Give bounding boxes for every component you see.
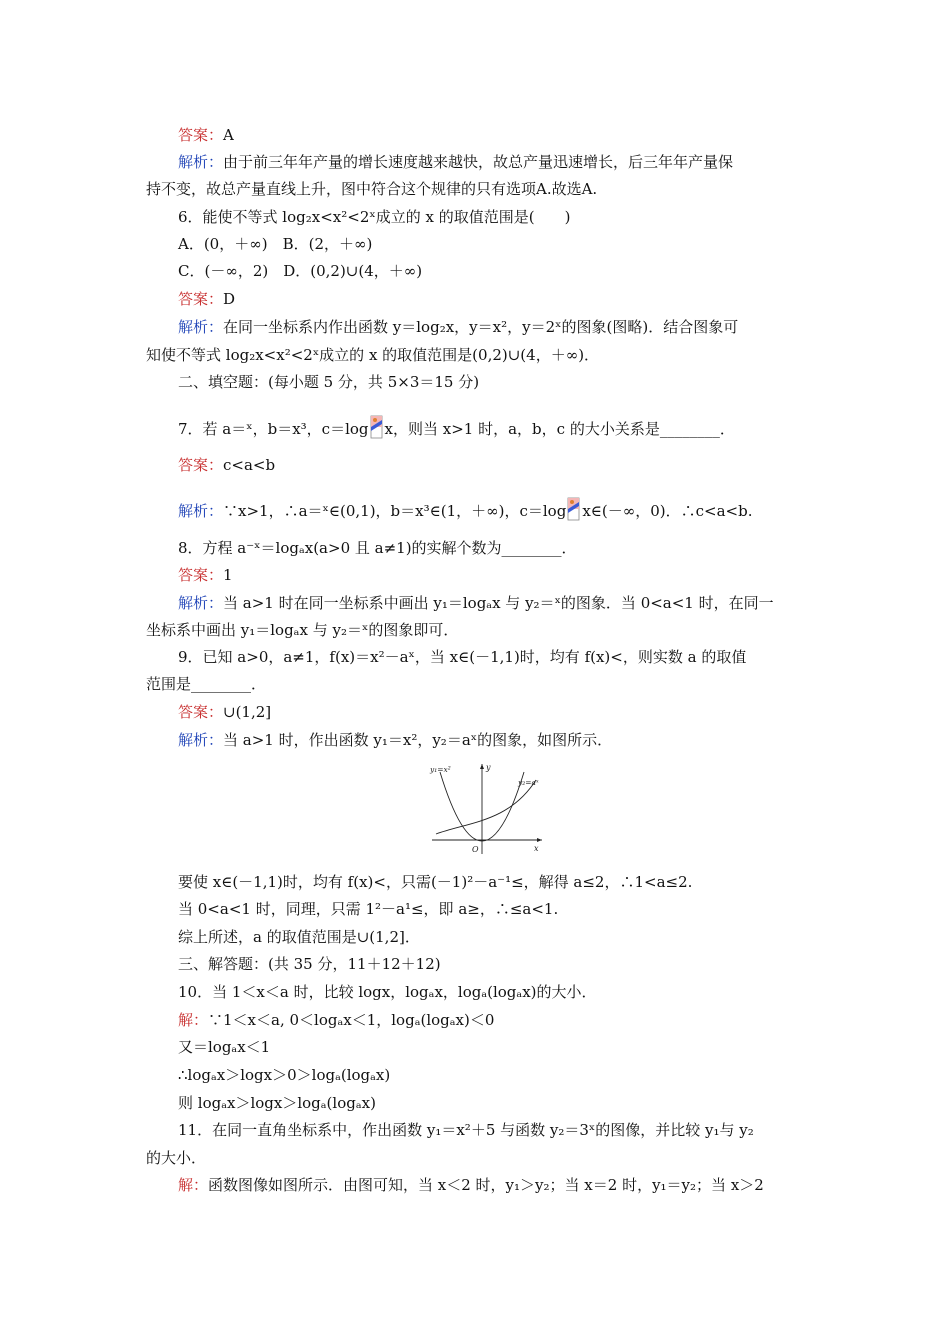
text-line <box>178 455 808 475</box>
text-line <box>178 1120 808 1140</box>
text-line <box>178 372 808 392</box>
answer-label: 解： <box>178 1176 209 1194</box>
fraction-placeholder-icon <box>567 496 581 522</box>
line-text: A．(0，＋∞) B．(2，＋∞) <box>178 235 373 253</box>
text-line <box>178 414 808 440</box>
line-text: 当 0<a<1 时，同理，只需 1²－a¹≤，即 a≥，∴≤a<1. <box>178 900 559 918</box>
origin-label: O <box>472 845 479 854</box>
text-line <box>178 927 808 947</box>
line-text-after-badge: x，则当 x>1 时，a，b，c 的大小关系是________． <box>384 420 735 438</box>
text-line <box>178 647 808 667</box>
text-line <box>178 1037 808 1057</box>
line-text: ∪(1,2] <box>223 703 272 721</box>
text-line <box>178 289 808 309</box>
text-line <box>146 674 776 694</box>
text-line <box>178 872 808 892</box>
answer-label: 答案： <box>178 456 224 474</box>
line-text: D <box>223 290 236 308</box>
text-line <box>146 179 776 199</box>
line-text: ∵1＜x＜a, 0＜logₐx＜1，logₐ(logₐx)＜0 <box>208 1011 495 1029</box>
text-line <box>178 538 808 558</box>
line-text: 11．在同一直角坐标系中，作出函数 y₁＝x²＋5 与函数 y₂＝3ˣ的图像，并比较 y₁与 y₂ <box>178 1121 754 1139</box>
analysis-label: 解析： <box>178 594 224 612</box>
analysis-label: 解析： <box>178 502 224 520</box>
line-text: A <box>223 126 234 144</box>
text-line <box>178 1010 808 1030</box>
answer-label: 答案： <box>178 566 224 584</box>
text-line <box>178 954 808 974</box>
line-text: 当 a>1 时在同一坐标系中画出 y₁＝logₐx 与 y₂＝ˣ的图象．当 0<a<1 时，在同一 <box>223 594 774 612</box>
text-line <box>178 1175 808 1195</box>
line-text: 6．能使不等式 log₂x<x²<2ˣ成立的 x 的取值范围是( ) <box>178 208 571 226</box>
line-text: 当 a>1 时，作出函数 y₁＝x²，y₂＝aˣ的图象，如图所示． <box>223 731 613 749</box>
line-text: 1 <box>223 566 233 584</box>
line-text: 要使 x∈(－1,1)时，均有 f(x)<，只需(－1)²－a⁻¹≤，解得 a≤2，∴1<a≤2. <box>178 873 693 891</box>
line-text: 9．已知 a>0，a≠1，f(x)＝x²－aˣ，当 x∈(－1,1)时，均有 f(x)<，则实数 a 的取值 <box>178 648 747 666</box>
line-text: 8．方程 a⁻ˣ＝logₐx(a>0 且 a≠1)的实解个数为________． <box>178 539 577 557</box>
line-text: 范围是________． <box>146 675 267 693</box>
text-line <box>178 982 808 1002</box>
text-line <box>146 620 776 640</box>
text-line <box>178 496 808 522</box>
text-line <box>178 1093 808 1113</box>
axis-x-label: x <box>534 844 539 853</box>
text-line <box>178 593 808 613</box>
line-text-after-badge: x∈(－∞，0)．∴c<a<b. <box>582 502 753 520</box>
line-text-before-badge: 7．若 a＝ˣ，b＝x³，c＝log <box>178 420 369 438</box>
function-graph-figure <box>424 760 548 858</box>
text-line <box>146 345 776 365</box>
answer-label: 解： <box>178 1011 209 1029</box>
analysis-label: 解析： <box>178 318 224 336</box>
line-text: 综上所述，a 的取值范围是∪(1,2]． <box>178 928 420 946</box>
answer-label: 答案： <box>178 703 224 721</box>
label-y2: y₂=aˣ <box>518 778 539 787</box>
text-line <box>178 234 808 254</box>
line-text: 的大小． <box>146 1149 207 1167</box>
fraction-placeholder-icon <box>370 414 384 440</box>
line-text-before-badge: ∵x>1，∴a＝ˣ∈(0,1)，b＝x³∈(1，＋∞)，c＝log <box>223 502 567 520</box>
text-line <box>178 317 808 337</box>
exponential-curve <box>436 780 536 834</box>
answer-label: 答案： <box>178 126 224 144</box>
text-line <box>178 125 808 145</box>
text-line <box>178 702 808 722</box>
line-text: 二、填空题：(每小题 5 分，共 5×3＝15 分) <box>178 373 480 391</box>
text-line <box>178 261 808 281</box>
line-text: 又＝logₐx＜1 <box>178 1038 271 1056</box>
label-y1: y₁=x² <box>430 765 451 774</box>
line-text: c<a<b <box>223 456 276 474</box>
text-line <box>178 152 808 172</box>
axis-y-label: y <box>486 763 491 772</box>
line-text: 在同一坐标系内作出函数 y＝log₂x，y＝x²，y＝2ˣ的图象(图略)．结合图象可 <box>223 318 739 336</box>
text-line <box>178 207 808 227</box>
line-text: C．(－∞，2) D．(0,2)∪(4，＋∞) <box>178 262 423 280</box>
text-line <box>178 730 808 750</box>
line-text: 知使不等式 log₂x<x²<2ˣ成立的 x 的取值范围是(0,2)∪(4，＋∞)． <box>146 346 600 364</box>
line-text: 坐标系中画出 y₁＝logₐx 与 y₂＝ˣ的图象即可． <box>146 621 459 639</box>
line-text: 函数图像如图所示．由图可知，当 x＜2 时，y₁＞y₂；当 x＝2 时，y₁＝y₂；当 x＞2 <box>208 1176 764 1194</box>
line-text: ∴logₐx＞logx＞0＞logₐ(logₐx) <box>178 1066 391 1084</box>
line-text: 由于前三年年产量的增长速度越来越快，故总产量迅速增长，后三年年产量保 <box>223 153 734 171</box>
line-text: 10．当 1＜x＜a 时，比较 logx，logₐx，logₐ(logₐx)的大小． <box>178 983 597 1001</box>
analysis-label: 解析： <box>178 731 224 749</box>
x-axis-arrow <box>537 838 542 842</box>
text-line <box>146 1148 776 1168</box>
text-line <box>178 1065 808 1085</box>
text-line <box>178 565 808 585</box>
line-text: 持不变，故总产量直线上升，图中符合这个规律的只有选项A.故选A. <box>146 180 598 198</box>
answer-label: 答案： <box>178 290 224 308</box>
y-axis-arrow <box>480 764 484 769</box>
analysis-label: 解析： <box>178 153 224 171</box>
line-text: 三、解答题：(共 35 分，11＋12＋12) <box>178 955 441 973</box>
line-text: 则 logₐx＞logx＞logₐ(logₐx) <box>178 1094 376 1112</box>
text-line <box>178 899 808 919</box>
